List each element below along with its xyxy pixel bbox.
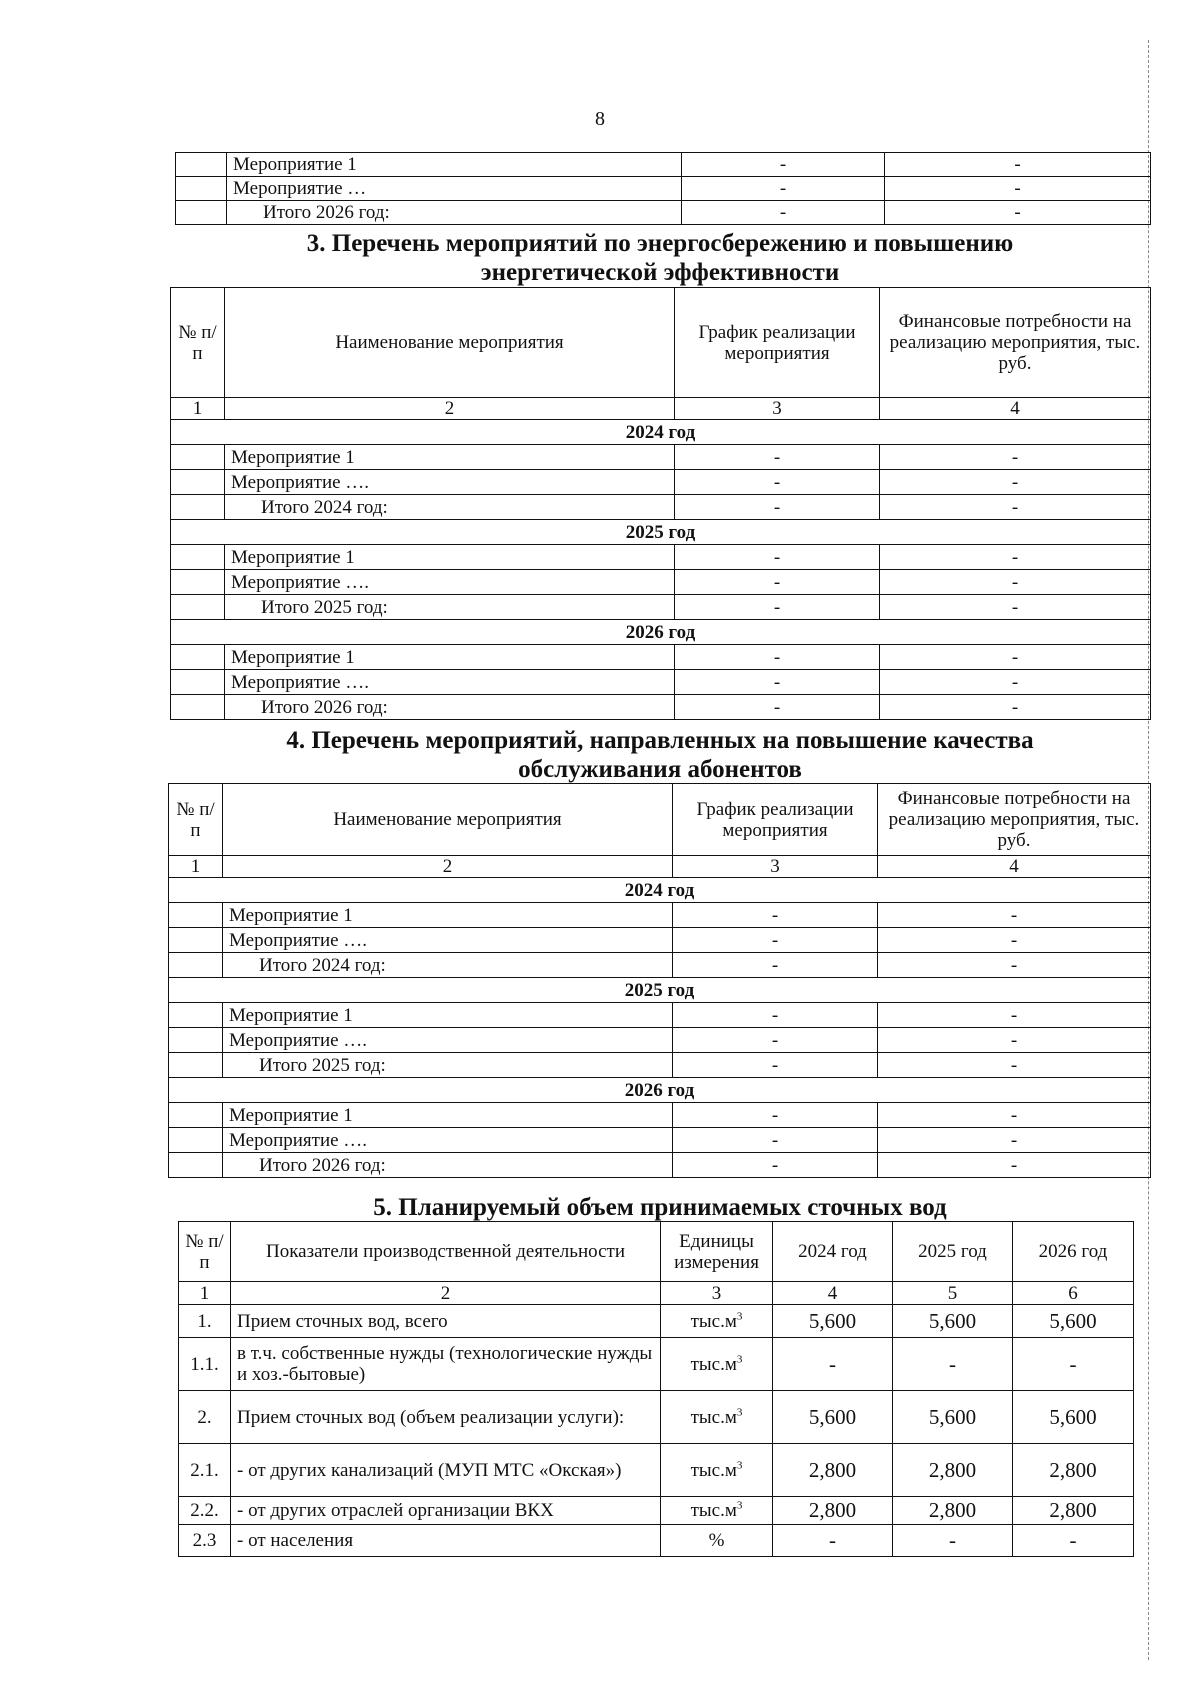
- finance-cell: -: [878, 1003, 1151, 1028]
- unit-cell: [661, 1497, 773, 1525]
- col-number: 3: [675, 398, 880, 420]
- num-cell: [171, 445, 225, 470]
- num-cell: [176, 177, 227, 201]
- num-cell: [171, 695, 225, 720]
- finance-cell: -: [880, 545, 1151, 570]
- unit-cell: [661, 1391, 773, 1444]
- table-row: [179, 1391, 1134, 1444]
- table-row: [171, 545, 1151, 570]
- header-num: № п/п: [169, 784, 223, 856]
- finance-cell: -: [878, 1128, 1151, 1153]
- table-row: [169, 1153, 1151, 1178]
- finance-cell: -: [880, 570, 1151, 595]
- schedule-cell: -: [675, 670, 880, 695]
- value-2026: 5,600: [1013, 1391, 1134, 1444]
- year-label: 2025 год: [169, 978, 1151, 1003]
- schedule-cell: -: [682, 177, 885, 201]
- year-label: 2026 год: [169, 1078, 1151, 1103]
- header-indicator: Показатели производственной деятельности: [231, 1222, 661, 1282]
- table-row: [171, 670, 1151, 695]
- schedule-cell: -: [673, 1153, 878, 1178]
- section3-table: [170, 287, 1151, 720]
- num-cell: [171, 645, 225, 670]
- table-row: [171, 695, 1151, 720]
- schedule-cell: -: [673, 903, 878, 928]
- indicator-name: - от населения: [231, 1525, 661, 1557]
- col-number: 4: [773, 1282, 893, 1305]
- value-2025: 2,800: [893, 1444, 1013, 1497]
- total-name-cell: Итого 2026 год:: [225, 695, 675, 720]
- schedule-cell: -: [675, 445, 880, 470]
- schedule-cell: -: [673, 1003, 878, 1028]
- value-2026: 2,800: [1013, 1497, 1134, 1525]
- table-row: [176, 201, 1151, 225]
- col-number: 1: [171, 398, 225, 420]
- indicator-name: - от других канализаций (МУП МТС «Окская»): [231, 1444, 661, 1497]
- table-row: [169, 1128, 1151, 1153]
- num-cell: [171, 495, 225, 520]
- num-cell: [176, 201, 227, 225]
- schedule-cell: -: [675, 470, 880, 495]
- indicator-name: в т.ч. собственные нужды (технологические нужды и хоз.-бытовые): [231, 1338, 661, 1391]
- year-row: [171, 420, 1151, 445]
- col-number: 2: [223, 856, 673, 878]
- total-name-cell: Итого 2026 год:: [227, 201, 682, 225]
- header-finance: Финансовые потребности на реализацию мероприятия, тыс. руб.: [880, 288, 1151, 398]
- schedule-cell: -: [673, 953, 878, 978]
- finance-cell: -: [878, 1053, 1151, 1078]
- col-number: 1: [179, 1282, 231, 1305]
- value-2024: -: [773, 1525, 893, 1557]
- event-name-cell: Мероприятие ….: [225, 570, 675, 595]
- table-row: [169, 928, 1151, 953]
- header-num: № п/п: [171, 288, 225, 398]
- section3-title-line1: 3. Перечень мероприятий по энергосбережению и повышению: [306, 230, 1014, 257]
- table-row: [169, 1028, 1151, 1053]
- num-cell: [169, 1153, 223, 1178]
- num-cell: [169, 1128, 223, 1153]
- value-2024: 2,800: [773, 1497, 893, 1525]
- schedule-cell: -: [675, 570, 880, 595]
- value-2026: -: [1013, 1525, 1134, 1557]
- year-label: 2024 год: [171, 420, 1151, 445]
- col-number: 5: [893, 1282, 1013, 1305]
- year-row: [171, 520, 1151, 545]
- value-2026: 2,800: [1013, 1444, 1134, 1497]
- page-number: 8: [595, 108, 605, 130]
- num-cell: [169, 1053, 223, 1078]
- indicator-name: Прием сточных вод (объем реализации услуги):: [231, 1391, 661, 1444]
- section4-title-line1: 4. Перечень мероприятий, направленных на повышение качества: [286, 727, 1034, 754]
- num-cell: [169, 1028, 223, 1053]
- section3-title-line2: энергетической эффективности: [480, 259, 840, 286]
- unit-superscript: 3: [736, 1459, 743, 1472]
- section5-table: [178, 1221, 1134, 1557]
- finance-cell: -: [878, 903, 1151, 928]
- finance-cell: -: [878, 1103, 1151, 1128]
- unit-text: тыс.м: [690, 1353, 737, 1375]
- year-row: [169, 1078, 1151, 1103]
- column-number-row: [171, 398, 1151, 420]
- unit-superscript: 3: [736, 1353, 743, 1366]
- event-name-cell: Мероприятие ….: [225, 470, 675, 495]
- num-cell: [176, 153, 227, 177]
- num-cell: [169, 903, 223, 928]
- value-2025: 2,800: [893, 1497, 1013, 1525]
- total-name-cell: Итого 2024 год:: [225, 495, 675, 520]
- event-name-cell: Мероприятие 1: [227, 153, 682, 177]
- schedule-cell: -: [675, 495, 880, 520]
- schedule-cell: -: [675, 645, 880, 670]
- table-row: [171, 445, 1151, 470]
- finance-cell: -: [880, 595, 1151, 620]
- unit-superscript: 3: [736, 1499, 743, 1512]
- value-2026: 5,600: [1013, 1305, 1134, 1338]
- schedule-cell: -: [673, 928, 878, 953]
- header-year-2026: 2026 год: [1013, 1222, 1134, 1282]
- col-number: 3: [661, 1282, 773, 1305]
- col-number: 1: [169, 856, 223, 878]
- schedule-cell: -: [675, 595, 880, 620]
- finance-cell: -: [880, 495, 1151, 520]
- schedule-cell: -: [673, 1028, 878, 1053]
- header-year-2025: 2025 год: [893, 1222, 1013, 1282]
- section4-title-line2: обслуживания абонентов: [518, 756, 802, 783]
- finance-cell: -: [885, 153, 1151, 177]
- col-number: 2: [231, 1282, 661, 1305]
- table-row: [171, 495, 1151, 520]
- value-2024: -: [773, 1338, 893, 1391]
- row-num: 2.1.: [179, 1444, 231, 1497]
- table-row: [176, 153, 1151, 177]
- table-row: [171, 595, 1151, 620]
- header-num: № п/п: [179, 1222, 231, 1282]
- header-name: Наименование мероприятия: [225, 288, 675, 398]
- column-number-row: [169, 856, 1151, 878]
- num-cell: [169, 928, 223, 953]
- col-number: 4: [878, 856, 1151, 878]
- event-name-cell: Мероприятие 1: [223, 903, 673, 928]
- year-label: 2025 год: [171, 520, 1151, 545]
- header-row: [169, 784, 1151, 856]
- row-num: 2.: [179, 1391, 231, 1444]
- header-year-2024: 2024 год: [773, 1222, 893, 1282]
- num-cell: [171, 545, 225, 570]
- event-name-cell: Мероприятие ….: [225, 670, 675, 695]
- row-num: 2.2.: [179, 1497, 231, 1525]
- finance-cell: -: [878, 953, 1151, 978]
- value-2024: 2,800: [773, 1444, 893, 1497]
- finance-cell: -: [885, 201, 1151, 225]
- num-cell: [171, 595, 225, 620]
- finance-cell: -: [880, 470, 1151, 495]
- schedule-cell: -: [673, 1103, 878, 1128]
- event-name-cell: Мероприятие ….: [223, 1028, 673, 1053]
- unit-text: тыс.м: [690, 1406, 737, 1428]
- table-row: [169, 1053, 1151, 1078]
- event-name-cell: Мероприятие 1: [223, 1003, 673, 1028]
- schedule-cell: -: [675, 545, 880, 570]
- table-row: [179, 1525, 1134, 1557]
- finance-cell: -: [880, 695, 1151, 720]
- value-2024: 5,600: [773, 1391, 893, 1444]
- table-row: [179, 1305, 1134, 1338]
- col-number: 6: [1013, 1282, 1134, 1305]
- finance-cell: -: [880, 670, 1151, 695]
- num-cell: [171, 470, 225, 495]
- finance-cell: -: [878, 1028, 1151, 1053]
- header-schedule: График реализации мероприятия: [673, 784, 878, 856]
- indicator-name: Прием сточных вод, всего: [231, 1305, 661, 1338]
- schedule-cell: -: [673, 1128, 878, 1153]
- year-label: 2024 год: [169, 878, 1151, 903]
- event-name-cell: Мероприятие ….: [223, 928, 673, 953]
- table-row: [179, 1497, 1134, 1525]
- continuation-table: [175, 152, 1151, 225]
- table-row: [179, 1338, 1134, 1391]
- num-cell: [171, 570, 225, 595]
- col-number: 2: [225, 398, 675, 420]
- table-row: [176, 177, 1151, 201]
- unit-text: тыс.м: [690, 1310, 737, 1332]
- num-cell: [171, 670, 225, 695]
- row-num: 2.3: [179, 1525, 231, 1557]
- event-name-cell: Мероприятие 1: [225, 545, 675, 570]
- section4-table: [168, 783, 1151, 1178]
- column-number-row: [179, 1282, 1134, 1305]
- header-name: Наименование мероприятия: [223, 784, 673, 856]
- num-cell: [169, 953, 223, 978]
- unit-cell: [661, 1525, 773, 1557]
- unit-text: %: [708, 1530, 725, 1551]
- year-label: 2026 год: [171, 620, 1151, 645]
- col-number: 3: [673, 856, 878, 878]
- unit-superscript: 3: [736, 1406, 743, 1419]
- finance-cell: -: [885, 177, 1151, 201]
- unit-text: тыс.м: [690, 1500, 737, 1521]
- finance-cell: -: [880, 445, 1151, 470]
- total-name-cell: Итого 2026 год:: [223, 1153, 673, 1178]
- table-row: [171, 570, 1151, 595]
- total-name-cell: Итого 2024 год:: [223, 953, 673, 978]
- value-2026: -: [1013, 1338, 1134, 1391]
- section5-title: 5. Планируемый объем принимаемых сточных вод: [373, 1194, 947, 1221]
- year-row: [169, 878, 1151, 903]
- event-name-cell: Мероприятие ….: [223, 1128, 673, 1153]
- indicator-name: - от других отраслей организации ВКХ: [231, 1497, 661, 1525]
- num-cell: [169, 1003, 223, 1028]
- col-number: 4: [880, 398, 1151, 420]
- event-name-cell: Мероприятие 1: [225, 645, 675, 670]
- unit-cell: [661, 1305, 773, 1338]
- schedule-cell: -: [682, 201, 885, 225]
- schedule-cell: -: [682, 153, 885, 177]
- num-cell: [169, 1103, 223, 1128]
- event-name-cell: Мероприятие 1: [225, 445, 675, 470]
- value-2024: 5,600: [773, 1305, 893, 1338]
- event-name-cell: Мероприятие 1: [223, 1103, 673, 1128]
- header-row: [179, 1222, 1134, 1282]
- table-row: [169, 1003, 1151, 1028]
- header-row: [171, 288, 1151, 398]
- header-schedule: График реализации мероприятия: [675, 288, 880, 398]
- row-num: 1.1.: [179, 1338, 231, 1391]
- year-row: [171, 620, 1151, 645]
- schedule-cell: -: [673, 1053, 878, 1078]
- value-2025: 5,600: [893, 1305, 1013, 1338]
- unit-cell: [661, 1338, 773, 1391]
- year-row: [169, 978, 1151, 1003]
- unit-cell: [661, 1444, 773, 1497]
- table-row: [179, 1444, 1134, 1497]
- schedule-cell: -: [675, 695, 880, 720]
- table-row: [169, 953, 1151, 978]
- table-row: [171, 645, 1151, 670]
- table-row: [171, 470, 1151, 495]
- table-row: [169, 1103, 1151, 1128]
- header-finance: Финансовые потребности на реализацию мероприятия, тыс. руб.: [878, 784, 1151, 856]
- unit-text: тыс.м: [690, 1459, 737, 1481]
- table-row: [169, 903, 1151, 928]
- event-name-cell: Мероприятие …: [227, 177, 682, 201]
- value-2025: 5,600: [893, 1391, 1013, 1444]
- finance-cell: -: [878, 1153, 1151, 1178]
- row-num: 1.: [179, 1305, 231, 1338]
- value-2025: -: [893, 1338, 1013, 1391]
- total-name-cell: Итого 2025 год:: [225, 595, 675, 620]
- finance-cell: -: [880, 645, 1151, 670]
- total-name-cell: Итого 2025 год:: [223, 1053, 673, 1078]
- unit-superscript: 3: [736, 1310, 743, 1323]
- finance-cell: -: [878, 928, 1151, 953]
- header-unit: Единицы измерения: [661, 1222, 773, 1282]
- value-2025: -: [893, 1525, 1013, 1557]
